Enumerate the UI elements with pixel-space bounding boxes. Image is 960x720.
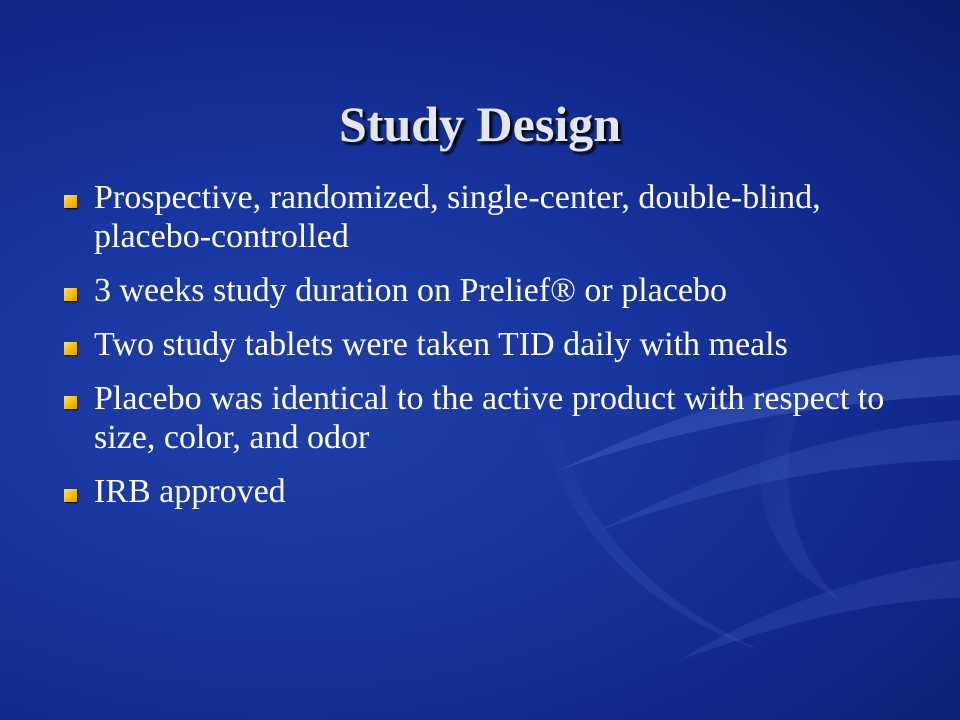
- bullet-item: [58, 379, 908, 457]
- bullet-text: Prospective, randomized, single-center, double-blind, placebo-controlled: [94, 179, 821, 255]
- bullet-item: [58, 271, 908, 310]
- bullet-list: [58, 178, 908, 526]
- bullet-item: [58, 472, 908, 511]
- bullet-text: Placebo was identical to the active product with respect to size, color, and odor: [94, 380, 885, 456]
- bullet-item: [58, 325, 908, 364]
- bullet-text: Two study tablets were taken TID daily with meals: [94, 326, 788, 363]
- square-bullet-icon: [64, 489, 77, 502]
- square-bullet-icon: [64, 396, 77, 409]
- square-bullet-icon: [64, 288, 77, 301]
- slide-title: Study Design: [338, 95, 622, 152]
- square-bullet-icon: [64, 195, 77, 208]
- square-bullet-icon: [64, 342, 77, 355]
- bullet-text: IRB approved: [94, 473, 286, 510]
- bullet-text: 3 weeks study duration on Prelief® or placebo: [94, 272, 727, 309]
- bullet-item: [58, 178, 908, 256]
